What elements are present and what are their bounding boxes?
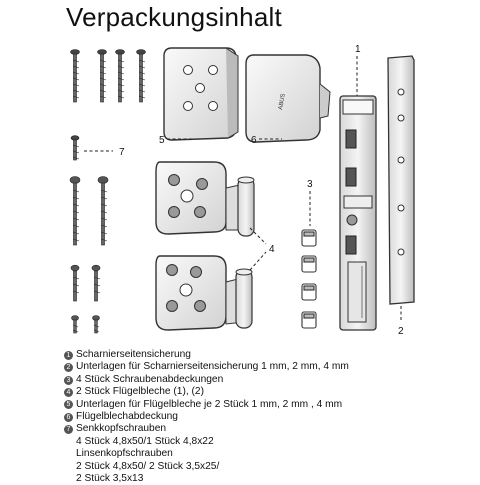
screw-cover (302, 256, 316, 272)
callout-4: 4 (269, 244, 275, 255)
number-badge: 1 (64, 351, 73, 360)
countersunk-screw-short (71, 136, 79, 160)
screw-cover (302, 312, 316, 328)
screw-icon (137, 50, 146, 103)
screw-cover (302, 284, 316, 300)
legend-subline: 2 Stück 3,5x13 (76, 473, 144, 485)
number-badge: 2 (64, 363, 73, 372)
callout-5: 5 (159, 135, 165, 146)
legend-item: 2 Unterlagen für Scharnierseitensicherung 1 mm, 2 mm, 4 mm (64, 361, 464, 373)
number-badge: 7 (64, 425, 73, 434)
legend-subline: Linsenkopfschrauben (76, 448, 173, 460)
sash-plate-2 (156, 256, 252, 330)
legend-item: 4 2 Stück Flügelbleche (1), (2) (64, 386, 464, 398)
sash-plate-spacer (164, 48, 238, 140)
svg-text:ABUS: ABUS (278, 93, 287, 111)
screw-icon (92, 265, 100, 301)
sash-plate-cover (246, 55, 330, 142)
screw-icon (93, 316, 100, 334)
screw-icon (116, 50, 125, 103)
page-title: Verpackungsinhalt (66, 2, 282, 32)
leader-line (250, 252, 266, 270)
legend-subline: 4 Stück 4,8x50/1 Stück 4,8x22 (76, 435, 214, 447)
contents-legend (64, 349, 464, 485)
sash-plate-1 (156, 162, 254, 236)
callout-2: 2 (398, 326, 404, 337)
number-badge: 3 (64, 376, 73, 385)
screw-icon (98, 177, 108, 246)
screw-icon (71, 50, 80, 103)
legend-item: 5 Unterlagen für Flügelbleche je 2 Stück 1 mm, 2 mm , 4 mm (64, 399, 464, 411)
legend-item: 1 Scharnierseitensicherung (64, 349, 464, 361)
screw-icon (72, 316, 79, 334)
screw-icon (70, 177, 80, 246)
screw-covers (302, 230, 316, 328)
screw-icon (71, 265, 79, 301)
callout-3: 3 (307, 179, 313, 190)
hinge-side-lock (340, 96, 376, 330)
legend-item: 3 4 Stück Schraubenabdeckungen (64, 374, 464, 386)
legend-subline: 2 Stück 4,8x50/ 2 Stück 3,5x25/ (76, 460, 220, 472)
lens-head-screws (70, 177, 108, 334)
callout-6: 6 (251, 135, 257, 146)
callout-1: 1 (355, 44, 361, 55)
legend-item: 7 Senkkopfschrauben (64, 423, 464, 435)
countersunk-screws-long (71, 50, 146, 103)
number-badge: 6 (64, 413, 73, 422)
number-badge: 4 (64, 388, 73, 397)
screw-icon (98, 50, 107, 103)
legend-item: 6 Flügelblechabdeckung (64, 411, 464, 423)
hinge-side-spacer-rail (388, 56, 414, 304)
screw-cover (302, 230, 316, 246)
number-badge: 5 (64, 400, 73, 409)
callout-7: 7 (119, 147, 125, 158)
